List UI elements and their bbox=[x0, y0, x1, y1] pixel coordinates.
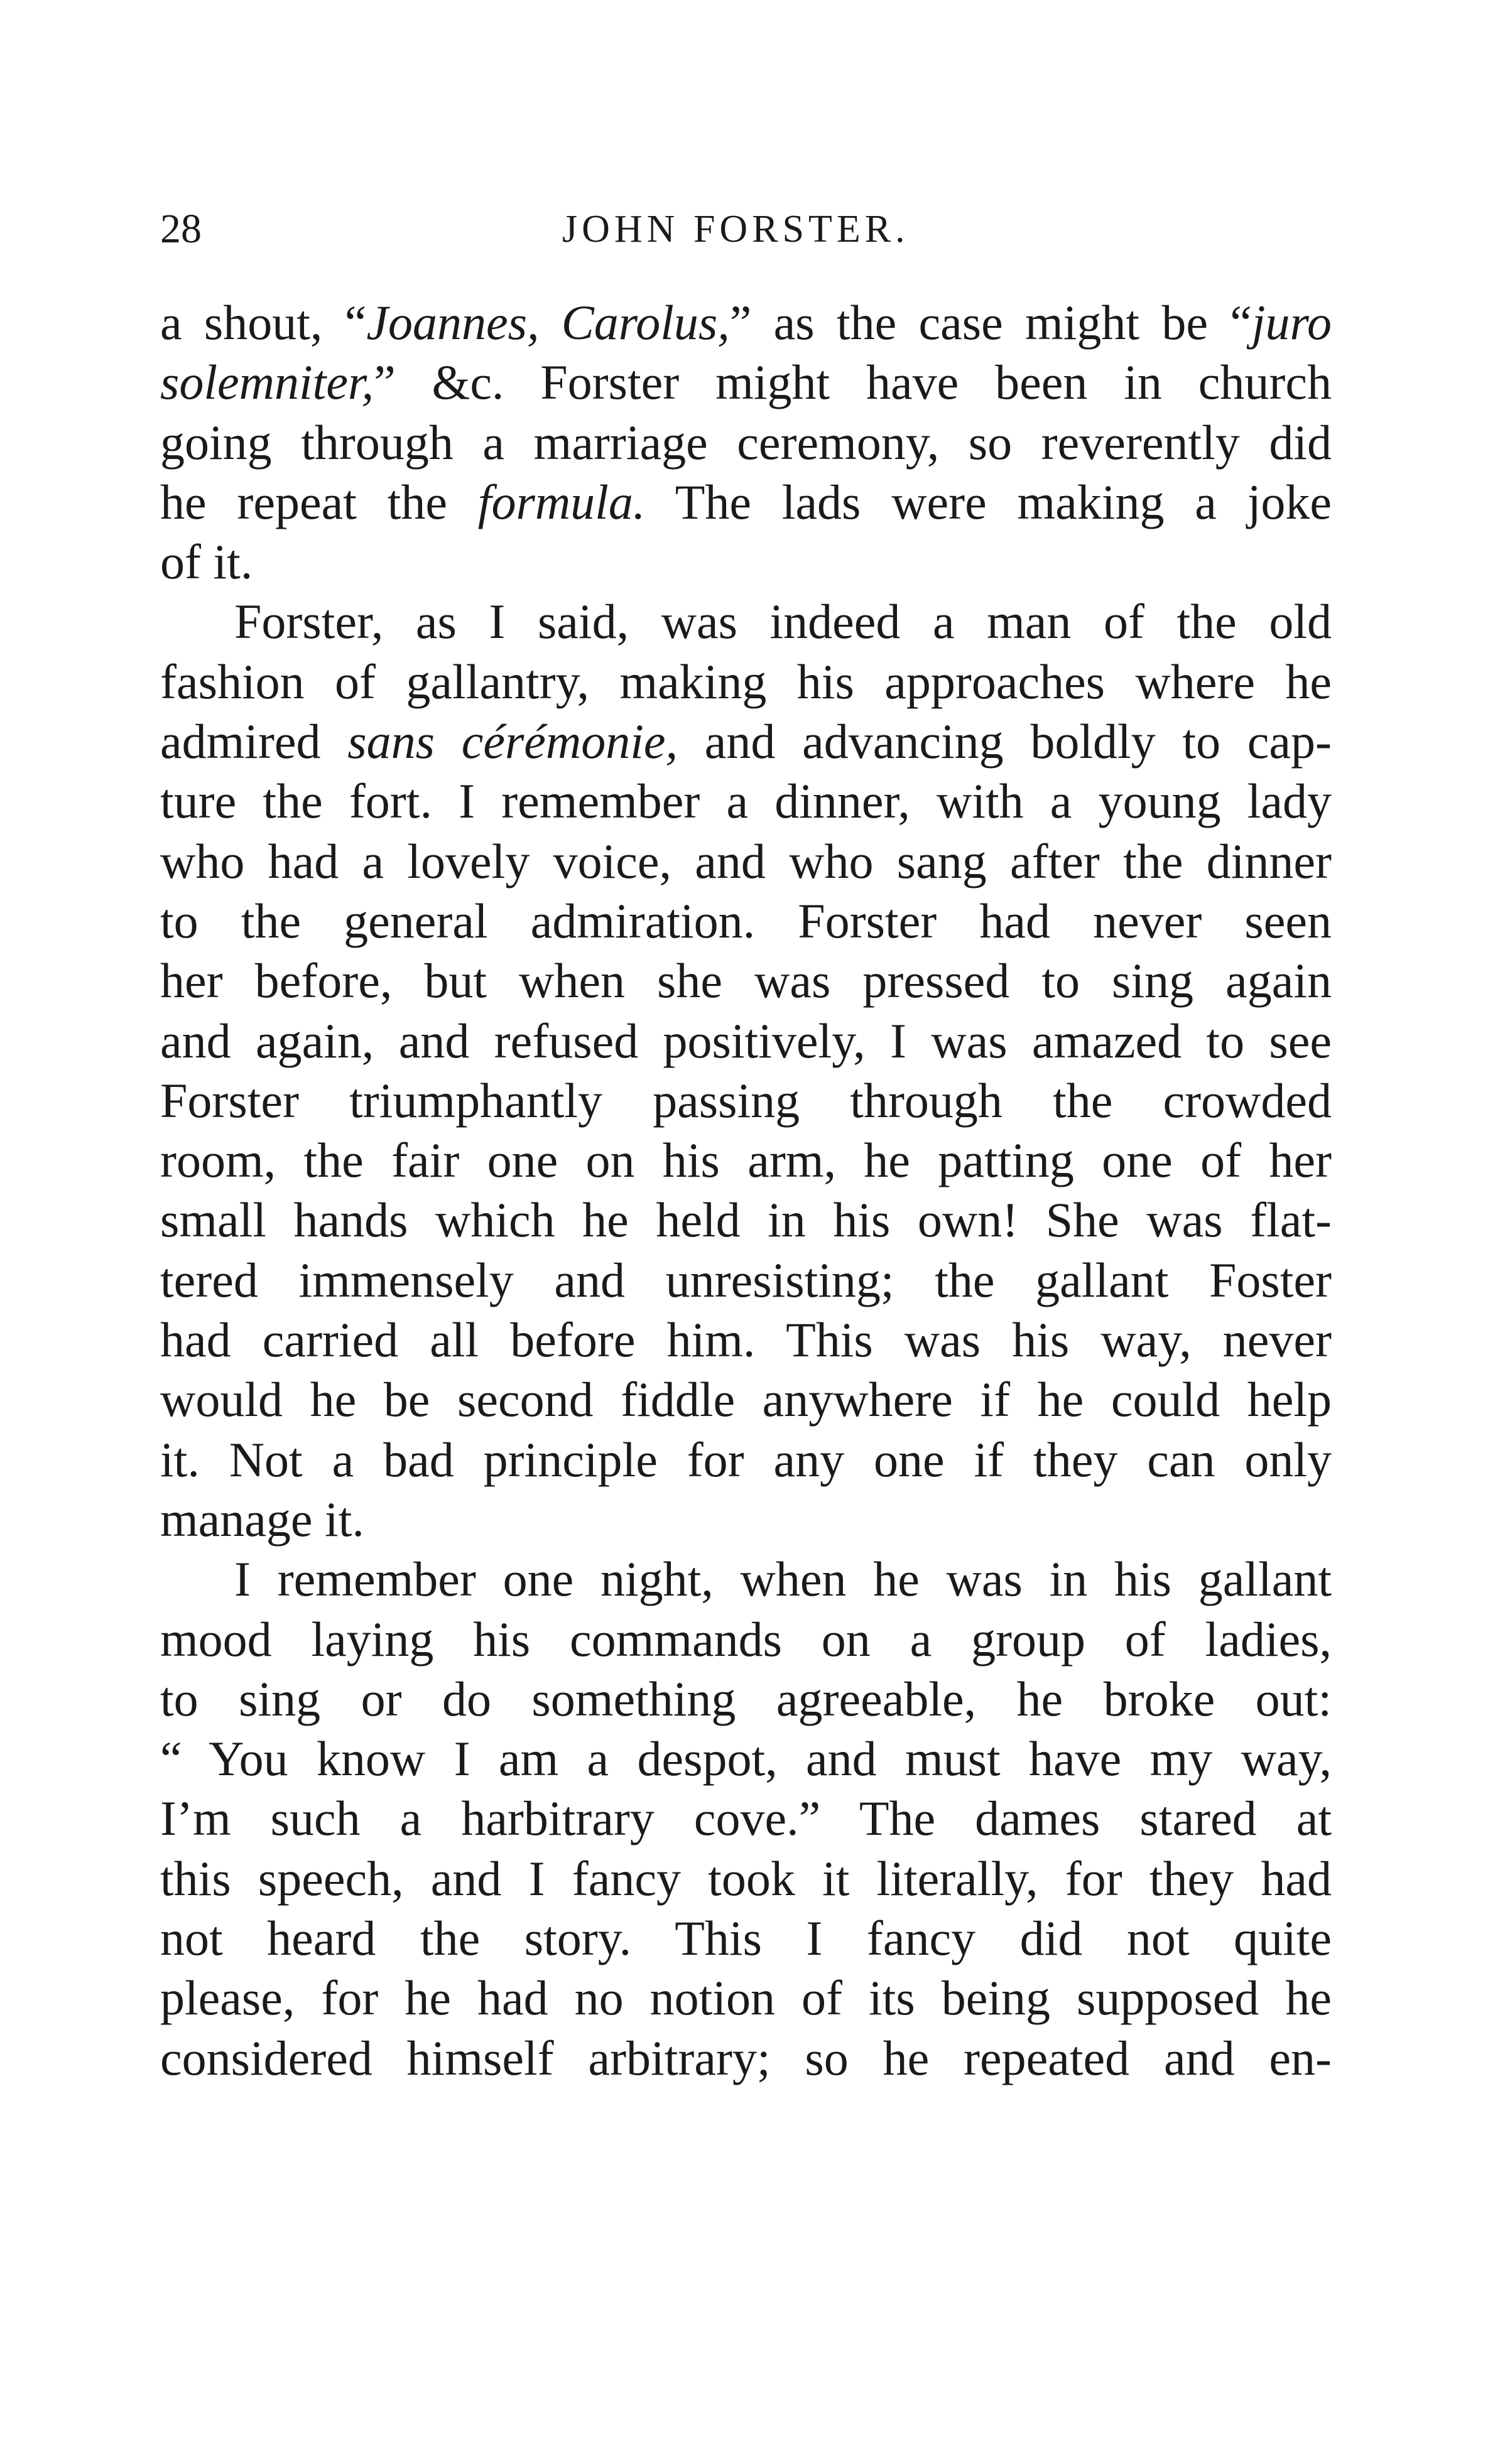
text-line bbox=[160, 2028, 1332, 2088]
text-line bbox=[160, 891, 1332, 951]
text-line bbox=[160, 951, 1332, 1010]
text-line bbox=[160, 1489, 1332, 1549]
text-line bbox=[160, 831, 1332, 891]
text-line bbox=[160, 1968, 1332, 2028]
text-run: had carried all before him. This was his way, never bbox=[160, 1312, 1332, 1368]
text-run: The lads were making a joke bbox=[645, 474, 1332, 529]
text-line bbox=[160, 1729, 1332, 1788]
text-run: ” as the case might be “ bbox=[729, 295, 1252, 350]
text-run: ture the fort. I remember a dinner, with a young lady bbox=[160, 774, 1332, 829]
text-line bbox=[160, 1849, 1332, 1908]
text-line bbox=[160, 1190, 1332, 1250]
text-run: admired bbox=[160, 714, 348, 769]
text-line bbox=[160, 472, 1332, 532]
text-run: who had a lovely voice, and who sang after the dinner bbox=[160, 833, 1332, 889]
text-run: to the general admiration. Forster had never seen bbox=[160, 893, 1332, 948]
text-line bbox=[160, 1250, 1332, 1310]
text-line bbox=[160, 1430, 1332, 1489]
text-run: her before, but when she was pressed to sing again bbox=[160, 953, 1332, 1008]
text-line bbox=[160, 592, 1332, 651]
text-line bbox=[160, 771, 1332, 831]
text-line bbox=[160, 1011, 1332, 1071]
text-line bbox=[160, 1130, 1332, 1190]
text-run: Forster, as I said, was indeed a man of the old bbox=[234, 594, 1332, 649]
italic-text: Joannes, Carolus, bbox=[366, 295, 730, 350]
text-line bbox=[160, 532, 1332, 592]
text-run: a shout, “ bbox=[160, 295, 367, 350]
text-line bbox=[160, 1549, 1332, 1609]
text-run: room, the fair one on his arm, he patting one of her bbox=[160, 1133, 1332, 1188]
text-run: to sing or do something agreeable, he broke out: bbox=[160, 1671, 1332, 1726]
text-run: and again, and refused positively, I was amazed to see bbox=[160, 1013, 1332, 1068]
text-run: please, for he had no notion of its being supposed he bbox=[160, 1970, 1332, 2026]
text-line bbox=[160, 652, 1332, 711]
text-run: going through a marriage ceremony, so reverently did bbox=[160, 414, 1332, 470]
text-run: “ You know I am a despot, and must have my way, bbox=[160, 1731, 1332, 1786]
text-line bbox=[160, 293, 1332, 352]
body-text bbox=[160, 293, 1332, 2088]
text-run: of it. bbox=[160, 534, 253, 590]
text-line bbox=[160, 711, 1332, 771]
text-line bbox=[160, 1071, 1332, 1130]
text-run: ” &c. Forster might have been in church bbox=[374, 355, 1332, 410]
text-run: this speech, and I fancy took it literally, for they had bbox=[160, 1851, 1332, 1906]
text-run: I remember one night, when he was in his gallant bbox=[234, 1552, 1332, 1607]
italic-text: sans cérémonie, bbox=[347, 714, 678, 769]
italic-text: formula. bbox=[477, 474, 646, 529]
italic-text: solemniter, bbox=[160, 355, 374, 410]
text-run: I’m such a harbitrary cove.” The dames stared at bbox=[160, 1791, 1332, 1846]
text-run: not heard the story. This I fancy did not quite bbox=[160, 1911, 1332, 1966]
text-run: he repeat the bbox=[160, 474, 478, 529]
page-number: 28 bbox=[160, 206, 202, 252]
text-line bbox=[160, 352, 1332, 412]
text-line bbox=[160, 1609, 1332, 1669]
text-run: and advancing boldly to cap- bbox=[678, 714, 1332, 769]
text-line bbox=[160, 413, 1332, 472]
text-run: mood laying his commands on a group of ladies, bbox=[160, 1611, 1332, 1667]
italic-text: juro bbox=[1251, 295, 1332, 350]
text-line bbox=[160, 1908, 1332, 1968]
text-run: tered immensely and unresisting; the gallant Foster bbox=[160, 1252, 1332, 1307]
text-run: manage it. bbox=[160, 1491, 364, 1547]
text-line bbox=[160, 1370, 1332, 1429]
running-head bbox=[160, 195, 1332, 264]
text-run: fashion of gallantry, making his approaches where he bbox=[160, 654, 1332, 709]
text-run: it. Not a bad principle for any one if they can only bbox=[160, 1432, 1332, 1487]
running-title: JOHN FORSTER. bbox=[562, 208, 910, 251]
text-line bbox=[160, 1669, 1332, 1729]
text-line bbox=[160, 1310, 1332, 1370]
text-run: small hands which he held in his own! She was flat- bbox=[160, 1192, 1332, 1248]
text-run: would he be second fiddle anywhere if he could help bbox=[160, 1372, 1332, 1427]
text-run: Forster triumphantly passing through the crowded bbox=[160, 1073, 1332, 1128]
text-run: considered himself arbitrary; so he repeated and en- bbox=[160, 2030, 1332, 2085]
text-line bbox=[160, 1788, 1332, 1848]
